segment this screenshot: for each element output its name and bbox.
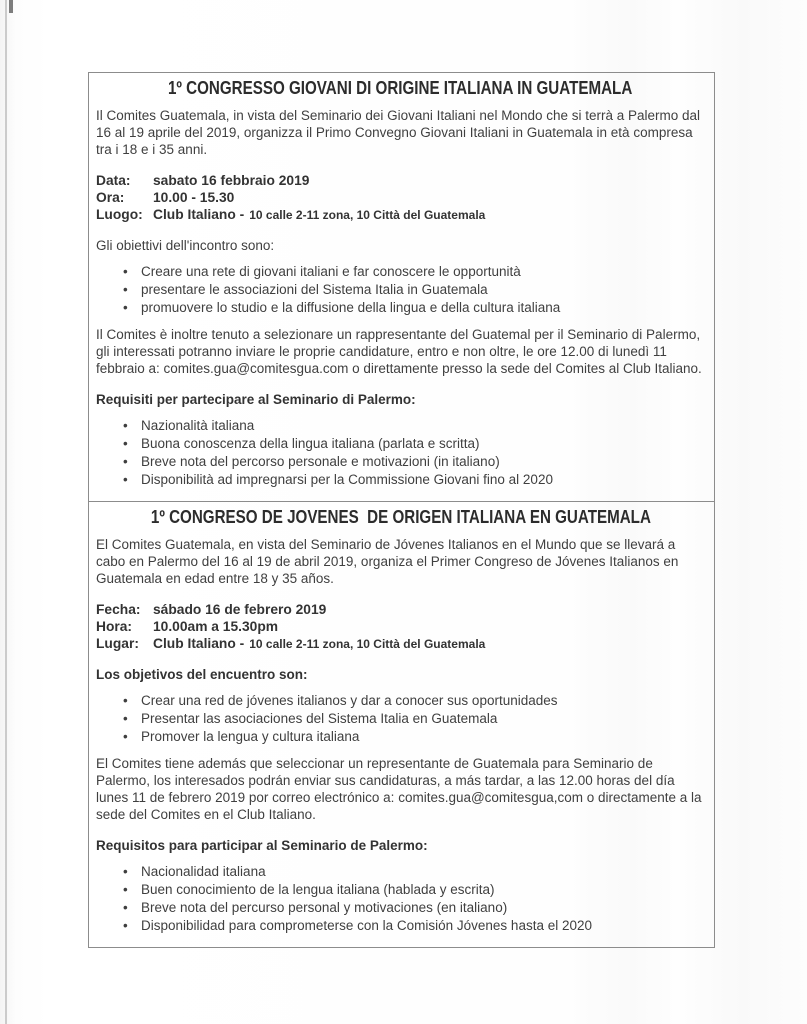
objectives-heading-italian: Gli obiettivi dell'incontro sono: bbox=[96, 238, 275, 253]
event-details-spanish bbox=[96, 601, 705, 653]
list-item: • Breve nota del percorso personale e motivazioni (in italiano) bbox=[123, 453, 705, 471]
detail-row-time bbox=[96, 189, 705, 206]
section-title-spanish-text: 1º CONGRESO DE JOVENES DE ORIGEN ITALIANA EN GUATEMALA bbox=[150, 505, 651, 527]
list-item: • promuovere lo studio e la diffusione della lingua e della cultura italiana bbox=[123, 299, 705, 317]
detail-value-date: sabato 16 febbraio 2019 bbox=[153, 173, 310, 188]
list-item: • Creare una rete di giovani italiani e far conoscere le opportunità bbox=[123, 263, 705, 281]
requirements-heading-italian: Requisiti per partecipare al Seminario di Palermo: bbox=[96, 392, 416, 407]
objectives-heading-spanish: Los objetivos del encuentro son: bbox=[96, 666, 308, 682]
detail-label-date: Fecha: bbox=[96, 601, 141, 617]
list-item: • Buona conoscenza della lingua italiana (parlata e scritta) bbox=[123, 435, 705, 453]
section-title-italian bbox=[96, 77, 705, 99]
detail-value-date: sábado 16 de febrero 2019 bbox=[153, 601, 327, 617]
list-item: • Breve nota del percurso personal y motivaciones (en italiano) bbox=[123, 899, 705, 917]
document-page bbox=[88, 72, 715, 948]
section-spanish bbox=[88, 501, 715, 948]
list-item: • presentare le associazioni del Sistema Italia in Guatemala bbox=[123, 281, 705, 299]
detail-value-place: Club Italiano - bbox=[153, 207, 245, 222]
list-item: • Nacionalidad italiana bbox=[123, 863, 705, 881]
requirements-list-italian bbox=[96, 417, 705, 489]
page-edge-mark bbox=[9, 0, 13, 13]
detail-label-date: Data: bbox=[96, 173, 131, 188]
selection-paragraph-italian: Il Comites è inoltre tenuto a selezionare un rappresentante del Guatemal per il Seminario di Palermo, gli interessati potranno inviare le proprie candidature, entro e non oltre, le ore 12.00 di lunedì 11 febbraio a: comites.gua@comitesgua.com o direttamente presso la sede del Comites al Club Italiano. bbox=[96, 327, 702, 376]
list-item: • Disponibilità ad impregnarsi per la Commissione Giovani fino al 2020 bbox=[123, 471, 705, 489]
list-item: • Crear una red de jóvenes italianos y dar a conocer sus oportunidades bbox=[123, 692, 705, 710]
intro-paragraph-italian: Il Comites Guatemala, in vista del Seminario dei Giovani Italiani nel Mondo che si terrà a Palermo dal 16 al 19 aprile del 2019, organizza il Primo Convegno Giovani Italiani in Guatemala in età compresa tra i 18 e i 35 anni. bbox=[96, 108, 701, 157]
detail-label-place: Lugar: bbox=[96, 635, 139, 651]
intro-paragraph-spanish: El Comites Guatemala, en vista del Seminario de Jóvenes Italianos en el Mundo que se llevará a cabo en Palermo del 16 al 19 de abril 2019, organiza el Primer Congreso de Jóvenes Italianos en Guatemala en edad entre 18 y 35 años. bbox=[96, 536, 679, 586]
detail-row-place bbox=[96, 206, 705, 224]
section-title-italian-text: 1º CONGRESSO GIOVANI DI ORIGINE ITALIANA IN GUATEMALA bbox=[168, 77, 633, 98]
requirements-heading-spanish: Requisitos para participar al Seminario de Palermo: bbox=[96, 837, 428, 853]
section-title-spanish bbox=[96, 506, 705, 528]
list-item: • Presentar las asociaciones del Sistema Italia en Guatemala bbox=[123, 710, 705, 728]
detail-value-place-address: 10 calle 2-11 zona, 10 Città del Guatemala bbox=[249, 208, 486, 222]
selection-paragraph-spanish: El Comites tiene además que seleccionar un representante de Guatemala para Seminario de Palermo, los interesados podrán enviar sus candidaturas, a más tardar, a las 12.00 horas del día lunes 11 de febrero 2019 por correo electrónico a: comites.gua@comitesgua,com o directamente a la sede del Comites en el Club Italiano. bbox=[96, 755, 702, 822]
requirements-list-spanish bbox=[96, 863, 705, 935]
detail-row-time bbox=[96, 618, 705, 635]
list-item: • Nazionalità italiana bbox=[123, 417, 705, 435]
detail-label-place: Luogo: bbox=[96, 207, 143, 222]
detail-row-date bbox=[96, 172, 705, 189]
objectives-list-spanish bbox=[96, 692, 705, 746]
detail-row-date bbox=[96, 601, 705, 618]
section-italian bbox=[88, 72, 715, 502]
detail-label-time: Ora: bbox=[96, 190, 125, 205]
page-edge-line bbox=[5, 0, 7, 1024]
detail-value-time: 10.00am a 15.30pm bbox=[153, 618, 279, 634]
objectives-list-italian bbox=[96, 263, 705, 317]
list-item: • Buen conocimiento de la lengua italiana (hablada y escrita) bbox=[123, 881, 705, 899]
list-item: • Disponibilidad para comprometerse con la Comisión Jóvenes hasta el 2020 bbox=[123, 917, 705, 935]
event-details-italian bbox=[96, 172, 705, 224]
detail-label-time: Hora: bbox=[96, 618, 133, 634]
detail-row-place bbox=[96, 635, 705, 653]
detail-value-place-address: 10 calle 2-11 zona, 10 Città del Guatemala bbox=[249, 636, 486, 651]
detail-value-time: 10.00 - 15.30 bbox=[153, 190, 235, 205]
detail-value-place: Club Italiano - bbox=[153, 635, 245, 651]
list-item: • Promover la lengua y cultura italiana bbox=[123, 728, 705, 746]
